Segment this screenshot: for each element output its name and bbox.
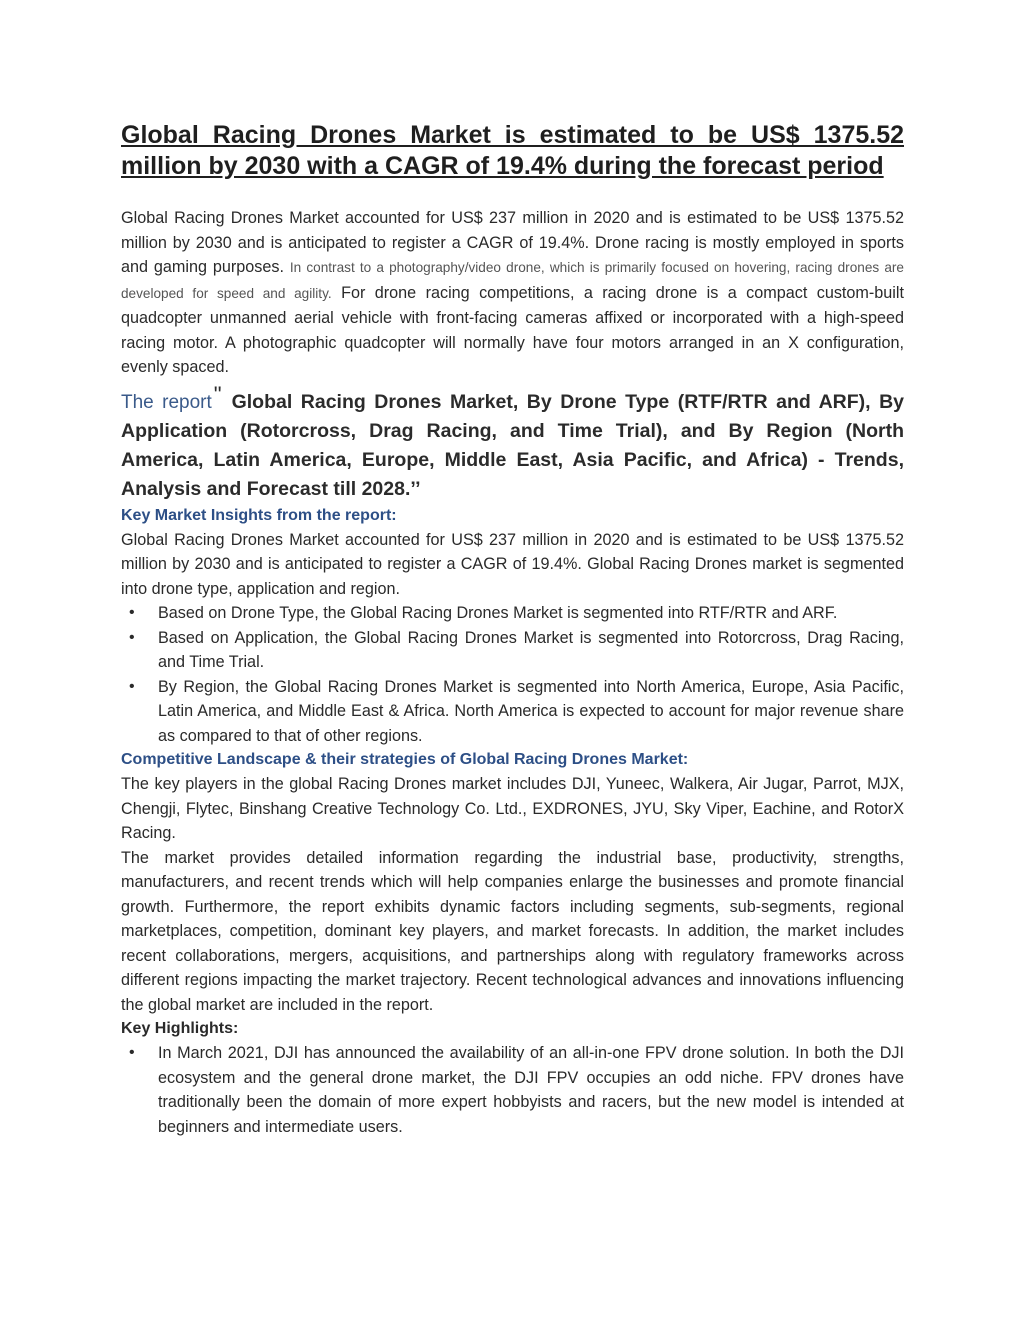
intro-text-1: Global Racing Drones Market accounted for US$ 237 million in 2020 and is estimated to be US$ 1375.52 million by 2030 and is anticipated to register a CAGR of 19.4%. Drone racing is mostly employed in sports and gaming purposes. bbox=[121, 209, 904, 276]
list-item: • In March 2021, DJI has announced the availability of an all-in-one FPV drone solution. In both the DJI ecosystem and the general drone market, the DJI FPV occupies an odd niche. FPV drones have traditionally been the domain of more expert hobbyists and racers, but the new model is intended at beginners and intermediate users. bbox=[158, 1041, 904, 1139]
page-title: Global Racing Drones Market is estimated to be US$ 1375.52 million by 2030 with a CAGR of 19.4% during the forecast period bbox=[121, 121, 904, 180]
report-title-block bbox=[121, 380, 904, 504]
intro-text-2: In contrast to a photography/video drone, which is primarily focused on hovering, racing drones are developed for speed and agility. bbox=[121, 260, 904, 301]
list-item: • Based on Application, the Global Racing Drones Market is segmented into Rotorcross, Drag Racing, and Time Trial. bbox=[158, 626, 904, 675]
report-quote-open: " bbox=[213, 381, 222, 407]
intro-paragraph bbox=[121, 206, 904, 380]
highlights-bullet-list bbox=[121, 1041, 904, 1139]
insights-paragraph: Global Racing Drones Market accounted for US$ 237 million in 2020 and is estimated to be US$ 1375.52 million by 2030 and is anticipated to register a CAGR of 19.4%. Global Racing Drones market is segmented into drone type, application and region. bbox=[121, 530, 904, 598]
document-page bbox=[121, 120, 904, 1139]
report-lead: The report bbox=[121, 391, 212, 413]
report-title: Global Racing Drones Market, By Drone Type (RTF/RTR and ARF), By Application (Rotorcross, Drag Racing, and Time Trial), and By Region (North America, Latin America, Europe, Middle East, Asia Pacific, and Africa) - Trends, Analysis and Forecast till 2028.’’ bbox=[121, 390, 905, 500]
highlights-heading: Key Highlights: bbox=[121, 1020, 239, 1037]
intro-text-3: For drone racing competitions, a racing drone is a compact custom-built quadcopter unmanned aerial vehicle with front-facing cameras affixed or incorporated with a high-speed racing motor. A photographic quadcopter will normally have four motors arranged in an X configuration, evenly spaced. bbox=[121, 283, 905, 376]
insights-bullet-list bbox=[121, 601, 904, 748]
insights-heading: Key Market Insights from the report: bbox=[121, 506, 397, 524]
list-item: • By Region, the Global Racing Drones Market is segmented into North America, Europe, Asia Pacific, Latin America, and Middle East & Africa. North America is expected to account for major revenue share as compared to that of other regions. bbox=[158, 675, 904, 749]
competitive-heading: Competitive Landscape & their strategies of Global Racing Drones Market: bbox=[121, 751, 689, 768]
market-details-paragraph: The market provides detailed information regarding the industrial base, productivity, strengths, manufacturers, and recent trends which will help companies enlarge the businesses and promote financial growth. Furthermore, the report exhibits dynamic factors including segments, sub-segments, regional marketplaces, competition, dominant key players, and market forecasts. In addition, the market includes recent collaborations, mergers, acquisitions, and partnerships along with regulatory frameworks across different regions impacting the market trajectory. Recent technological advances and innovations influencing the global market are included in the report. bbox=[121, 848, 904, 1014]
key-players-paragraph: The key players in the global Racing Drones market includes DJI, Yuneec, Walkera, Air Jugar, Parrot, MJX, Chengji, Flytec, Binshang Creative Technology Co. Ltd., EXDRONES, JYU, Sky Viper, Eachine, and RotorX Racing. bbox=[121, 775, 904, 842]
list-item: • Based on Drone Type, the Global Racing Drones Market is segmented into RTF/RTR and ARF. bbox=[158, 601, 904, 626]
